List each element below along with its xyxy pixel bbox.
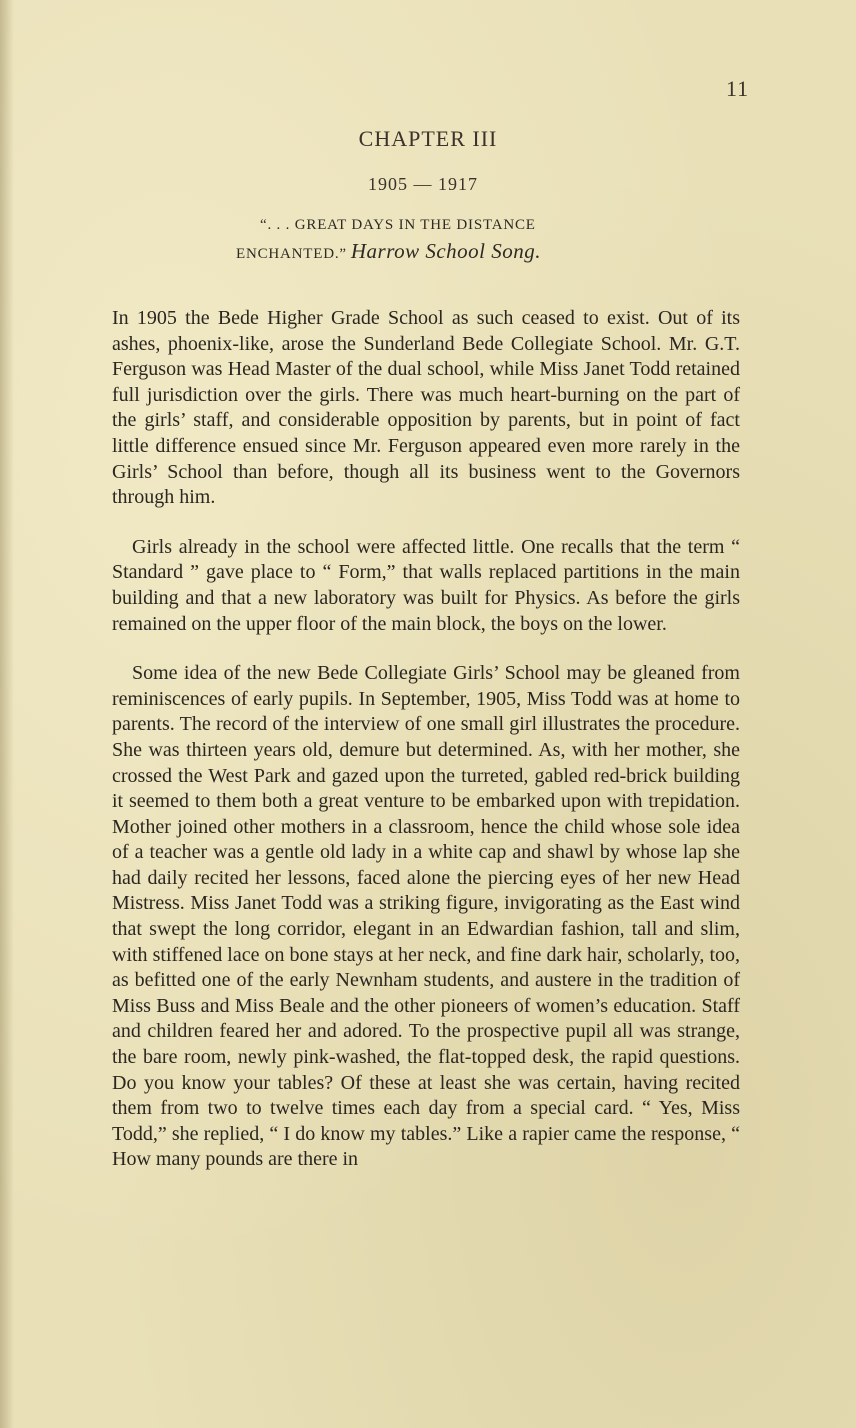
paragraph-3: Some idea of the new Bede Collegiate Girls’ School may be gleaned from reminiscences of early pupils. In September, 1905, Miss Todd was at home to parents. The record of the interview of one small girl illustrates the procedure. She was thirteen years old, demure but determined. As, with her mother, she crossed the West Park and gazed upon the turreted, gabled red-brick building it seemed to them both a great venture to be embarked upon with trepidation. Mother joined other mothers in a classroom, hence the child whose sole idea of a teacher was a gentle old lady in a white cap and shawl by whose lap she had daily recited her lessons, faced alone the piercing eyes of her new Head Mistress. Miss Janet Todd was a striking figure, invigorating as the East wind that swept the long corridor, elegant in an Edwardian fashion, tall and slim, with stiffened lace on bone stays at her neck, and fine dark hair, scholarly, too, as befitted one of the early Newnham students, and austere in the tradition of Miss Buss and Miss Beale and the other pioneers of women’s education. Staff and children feared her and adored. To the prospective pupil all was strange, the bare room, newly pink-washed, the flat-topped desk, the rapid questions. Do you know your tables? Of these at least she was certain, having recited them from two to twelve times each day from a special card. “ Yes, Miss Todd,” she replied, “ I do know my tables.” Like a rapier came the response, “ How many pounds are there in [112,662,740,1171]
paragraph-1-text: 1905 the Bede Higher Grade School as such ceased to exist. Out of its ashes, phoenix-like, arose the Sunderland Bede Collegiate School. Mr. G.T. Ferguson was Head Master of the dual school, while Miss Janet Todd retained full jurisdiction over the girls. There was much heart-burning on the part of the girls’ staff, and considerable opposition by parents, but in point of fact little difference ensued since Mr. Ferguson appeared even more rarely in the Girls’ School than before, though all its business went to the Governors through him. [112,307,741,509]
epigraph-line-1: “. . . GREAT DAYS IN THE DISTANCE [260,217,536,233]
paragraph-2: Girls already in the school were affected little. One recalls that the term “ Standard ” gave place to “ Form,” that walls replaced partitions in the main building and that a new laboratory was built for Physics. As before the girls remained on the upper floor of the main block, the boys on the lower. [112,535,740,635]
chapter-title: CHAPTER III [358,126,498,151]
paragraph-1-lead: In [112,307,129,329]
epigraph-line-2-text: ENCHANTED.” [236,246,347,262]
epigraph [236,212,656,267]
epigraph-source: Harrow School Song. [350,239,542,263]
page-number: 11 [726,76,750,101]
page-binding-shadow [0,0,14,1428]
chapter-years: 1905 — 1917 [368,174,478,194]
epigraph-line-2 [236,238,656,267]
chapter-body [112,306,740,1197]
paragraph-1 [112,306,740,511]
